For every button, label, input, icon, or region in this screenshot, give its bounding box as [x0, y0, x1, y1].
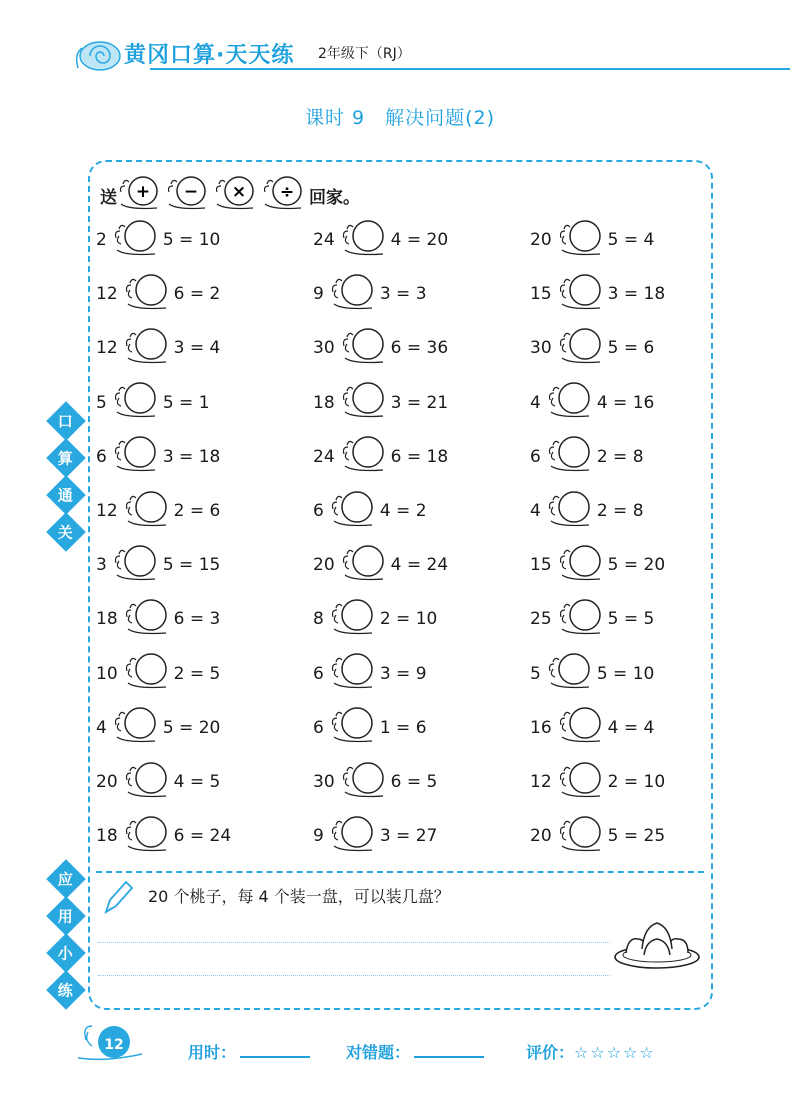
- side-label-applied: [52, 856, 80, 1013]
- problem-rest: 3 = 21: [390, 392, 449, 413]
- problem-rest: 3 = 9: [379, 663, 427, 684]
- snail-answer-icon[interactable]: [113, 380, 159, 425]
- lesson-title: 课时 9 解决问题(2): [304, 107, 496, 129]
- problem-item: [530, 652, 654, 696]
- side-char: 通: [46, 475, 86, 515]
- snail-answer-icon[interactable]: [547, 489, 593, 534]
- problem-rest: 5 = 10: [596, 663, 655, 684]
- problem-rest: 6 = 24: [173, 826, 232, 847]
- problem-operand: 24: [313, 230, 335, 250]
- problem-rest: 1 = 6: [379, 717, 427, 738]
- problem-operand: 12: [96, 284, 118, 305]
- application-question: 20 个桃子，每 4 个装一盘，可以装几盘？: [148, 887, 450, 906]
- problem-operand: 9: [313, 284, 324, 305]
- problem-item: [96, 489, 220, 533]
- problem-operand: 20: [530, 826, 552, 847]
- snail-answer-icon[interactable]: [124, 651, 170, 696]
- brand-title: 黄冈口算·天天练: [124, 43, 295, 68]
- problem-item: [313, 652, 427, 696]
- problem-item: [96, 435, 220, 479]
- problem-operand: 3: [96, 555, 107, 576]
- snail-answer-icon[interactable]: [124, 272, 170, 317]
- side-char: 应: [46, 859, 86, 899]
- correct-field: 对错题：: [346, 1040, 484, 1063]
- snail-answer-icon[interactable]: [330, 814, 376, 859]
- rating-stars[interactable]: ☆☆☆☆☆: [574, 1043, 656, 1062]
- problem-rest: 5 = 4: [607, 230, 655, 250]
- problem-operand: 24: [313, 446, 335, 467]
- problem-operand: 2: [96, 230, 107, 250]
- snail-answer-icon[interactable]: [341, 760, 387, 805]
- side-char: 小: [46, 933, 86, 973]
- problem-operand: 30: [530, 338, 552, 359]
- grade-label: 2年级下（RJ）: [318, 46, 411, 62]
- problem-operand: 18: [313, 392, 335, 413]
- time-input[interactable]: [240, 1042, 310, 1058]
- problem-operand: 10: [96, 663, 118, 684]
- problem-item: [313, 381, 448, 425]
- snail-answer-icon[interactable]: [558, 814, 604, 859]
- problem-operand: 16: [530, 717, 552, 738]
- snail-answer-icon[interactable]: [341, 218, 387, 263]
- problem-item: [530, 435, 644, 479]
- problem-operand: 6: [313, 717, 324, 738]
- snail-answer-icon[interactable]: [558, 272, 604, 317]
- snail-answer-icon[interactable]: [124, 597, 170, 642]
- problem-operand: 12: [530, 772, 552, 792]
- problem-item: [530, 489, 644, 533]
- snail-answer-icon[interactable]: [547, 651, 593, 696]
- problem-operand: 4: [530, 392, 541, 413]
- instruction-row: [100, 175, 360, 215]
- problem-item: [96, 218, 220, 262]
- snail-answer-icon[interactable]: [113, 218, 159, 263]
- snail-answer-icon[interactable]: [341, 380, 387, 425]
- pencil-icon: [100, 876, 136, 916]
- problem-item: [530, 381, 654, 425]
- side-char: 练: [46, 970, 86, 1010]
- problem-operand: 6: [530, 446, 541, 467]
- section-divider: [96, 871, 704, 873]
- problem-item: [530, 706, 654, 750]
- snail-answer-icon[interactable]: [330, 597, 376, 642]
- snail-answer-icon[interactable]: [558, 597, 604, 642]
- problem-item: [96, 706, 220, 750]
- problem-operand: 6: [96, 446, 107, 467]
- problem-rest: 5 = 6: [607, 338, 655, 359]
- problem-item: [313, 326, 448, 370]
- side-char: 算: [46, 438, 86, 478]
- problem-operand: 5: [530, 663, 541, 684]
- problem-rest: 3 = 18: [162, 446, 221, 467]
- problem-item: [96, 326, 220, 370]
- snail-symbol: ×: [231, 181, 247, 202]
- snail-answer-icon[interactable]: [341, 543, 387, 588]
- problem-item: [313, 597, 437, 641]
- problem-operand: 25: [530, 609, 552, 630]
- problem-operand: 6: [313, 663, 324, 684]
- problem-operand: 4: [530, 501, 541, 521]
- side-char: 关: [46, 512, 86, 552]
- problem-rest: 2 = 5: [173, 663, 221, 684]
- problem-rest: 6 = 5: [390, 772, 438, 792]
- problem-rest: 4 = 4: [607, 717, 655, 738]
- problem-rest: 2 = 8: [596, 446, 644, 467]
- problem-item: [96, 652, 220, 696]
- problem-rest: 2 = 10: [379, 609, 438, 630]
- problem-rest: 6 = 2: [173, 284, 221, 305]
- problem-item: [313, 760, 437, 804]
- snail-icon: [165, 174, 211, 217]
- snail-answer-icon[interactable]: [113, 705, 159, 750]
- snail-answer-icon[interactable]: [330, 651, 376, 696]
- answer-line[interactable]: [98, 975, 610, 976]
- problem-operand: 6: [313, 501, 324, 521]
- time-field: 用时：: [188, 1040, 310, 1063]
- problem-item: [313, 272, 427, 316]
- problem-item: [530, 218, 654, 262]
- problem-rest: 3 = 3: [379, 284, 427, 305]
- problem-operand: 15: [530, 555, 552, 576]
- snail-answer-icon[interactable]: [341, 326, 387, 371]
- page-number: 12: [104, 1037, 124, 1053]
- problem-item: [96, 814, 231, 858]
- problem-item: [530, 597, 654, 641]
- problem-rest: 2 = 10: [607, 772, 666, 792]
- side-char: 用: [46, 896, 86, 936]
- snail-answer-icon[interactable]: [113, 434, 159, 479]
- problem-operand: 18: [96, 609, 118, 630]
- problem-rest: 4 = 20: [390, 230, 449, 250]
- problem-item: [530, 814, 665, 858]
- problem-rest: 5 = 20: [162, 717, 221, 738]
- snail-icon: [213, 174, 259, 217]
- peach-plate-icon: [612, 905, 702, 971]
- problem-operand: 12: [96, 338, 118, 359]
- snail-answer-icon[interactable]: [124, 760, 170, 805]
- snail-answer-icon[interactable]: [558, 218, 604, 263]
- snail-answer-icon[interactable]: [341, 434, 387, 479]
- instruction-prefix: 送: [100, 187, 117, 208]
- page-header: [0, 30, 800, 80]
- problem-item: [530, 760, 665, 804]
- problem-item: [530, 543, 665, 587]
- snail-answer-icon[interactable]: [330, 272, 376, 317]
- problem-operand: 8: [313, 609, 324, 630]
- side-label-mental: [52, 398, 80, 555]
- snail-answer-icon[interactable]: [330, 705, 376, 750]
- snail-icon: [261, 174, 307, 217]
- problem-rest: 2 = 6: [173, 501, 221, 521]
- problem-rest: 5 = 1: [162, 392, 210, 413]
- problem-rest: 6 = 36: [390, 338, 449, 359]
- problem-rest: 2 = 8: [596, 501, 644, 521]
- side-char: 口: [46, 401, 86, 441]
- problem-item: [313, 435, 448, 479]
- problem-item: [530, 326, 654, 370]
- snail-answer-icon[interactable]: [547, 434, 593, 479]
- problem-rest: 5 = 15: [162, 555, 221, 576]
- problem-rest: 5 = 20: [607, 555, 666, 576]
- problem-rest: 4 = 16: [596, 392, 655, 413]
- problem-item: [96, 543, 220, 587]
- problem-item: [313, 218, 448, 262]
- problem-operand: 15: [530, 284, 552, 305]
- problem-operand: 20: [313, 555, 335, 576]
- problem-operand: 18: [96, 826, 118, 847]
- problem-operand: 20: [96, 772, 118, 792]
- problem-operand: 30: [313, 772, 335, 792]
- problem-operand: 9: [313, 826, 324, 847]
- snail-answer-icon[interactable]: [124, 326, 170, 371]
- snail-icon: [117, 174, 163, 217]
- problem-rest: 6 = 18: [390, 446, 449, 467]
- answer-line[interactable]: [98, 942, 610, 943]
- problem-operand: 5: [96, 392, 107, 413]
- snail-answer-icon[interactable]: [558, 543, 604, 588]
- problem-item: [96, 381, 210, 425]
- snail-symbol: ÷: [279, 181, 295, 202]
- problem-item: [96, 760, 220, 804]
- rating-field: 评价：☆☆☆☆☆: [526, 1043, 656, 1062]
- snail-answer-icon[interactable]: [113, 543, 159, 588]
- snail-answer-icon[interactable]: [558, 326, 604, 371]
- problem-operand: 4: [96, 717, 107, 738]
- problem-rest: 4 = 5: [173, 772, 221, 792]
- problem-operand: 12: [96, 501, 118, 521]
- problem-item: [313, 489, 427, 533]
- problem-rest: 5 = 5: [607, 609, 655, 630]
- problem-rest: 3 = 18: [607, 284, 666, 305]
- snail-symbol: −: [183, 181, 199, 202]
- header-rule: [150, 68, 790, 70]
- snail-symbol: +: [135, 181, 151, 202]
- problem-rest: 4 = 24: [390, 555, 449, 576]
- snail-answer-icon[interactable]: [547, 380, 593, 425]
- problem-operand: 20: [530, 230, 552, 250]
- problem-item: [96, 597, 220, 641]
- correct-input[interactable]: [414, 1042, 484, 1058]
- problem-item: [530, 272, 665, 316]
- problem-rest: 3 = 27: [379, 826, 438, 847]
- problem-item: [96, 272, 220, 316]
- problem-rest: 4 = 2: [379, 501, 427, 521]
- problem-rest: 5 = 25: [607, 826, 666, 847]
- snail-answer-icon[interactable]: [124, 489, 170, 534]
- snail-answer-icon[interactable]: [124, 814, 170, 859]
- snail-answer-icon[interactable]: [558, 705, 604, 750]
- problem-rest: 3 = 4: [173, 338, 221, 359]
- snail-answer-icon[interactable]: [330, 489, 376, 534]
- problem-item: [313, 543, 448, 587]
- snail-logo-icon: [72, 34, 128, 74]
- problem-item: [313, 706, 427, 750]
- instruction-suffix: 回家。: [309, 187, 360, 208]
- problem-rest: 5 = 10: [162, 230, 221, 250]
- problem-item: [313, 814, 437, 858]
- snail-answer-icon[interactable]: [558, 760, 604, 805]
- problem-rest: 6 = 3: [173, 609, 221, 630]
- problem-operand: 30: [313, 338, 335, 359]
